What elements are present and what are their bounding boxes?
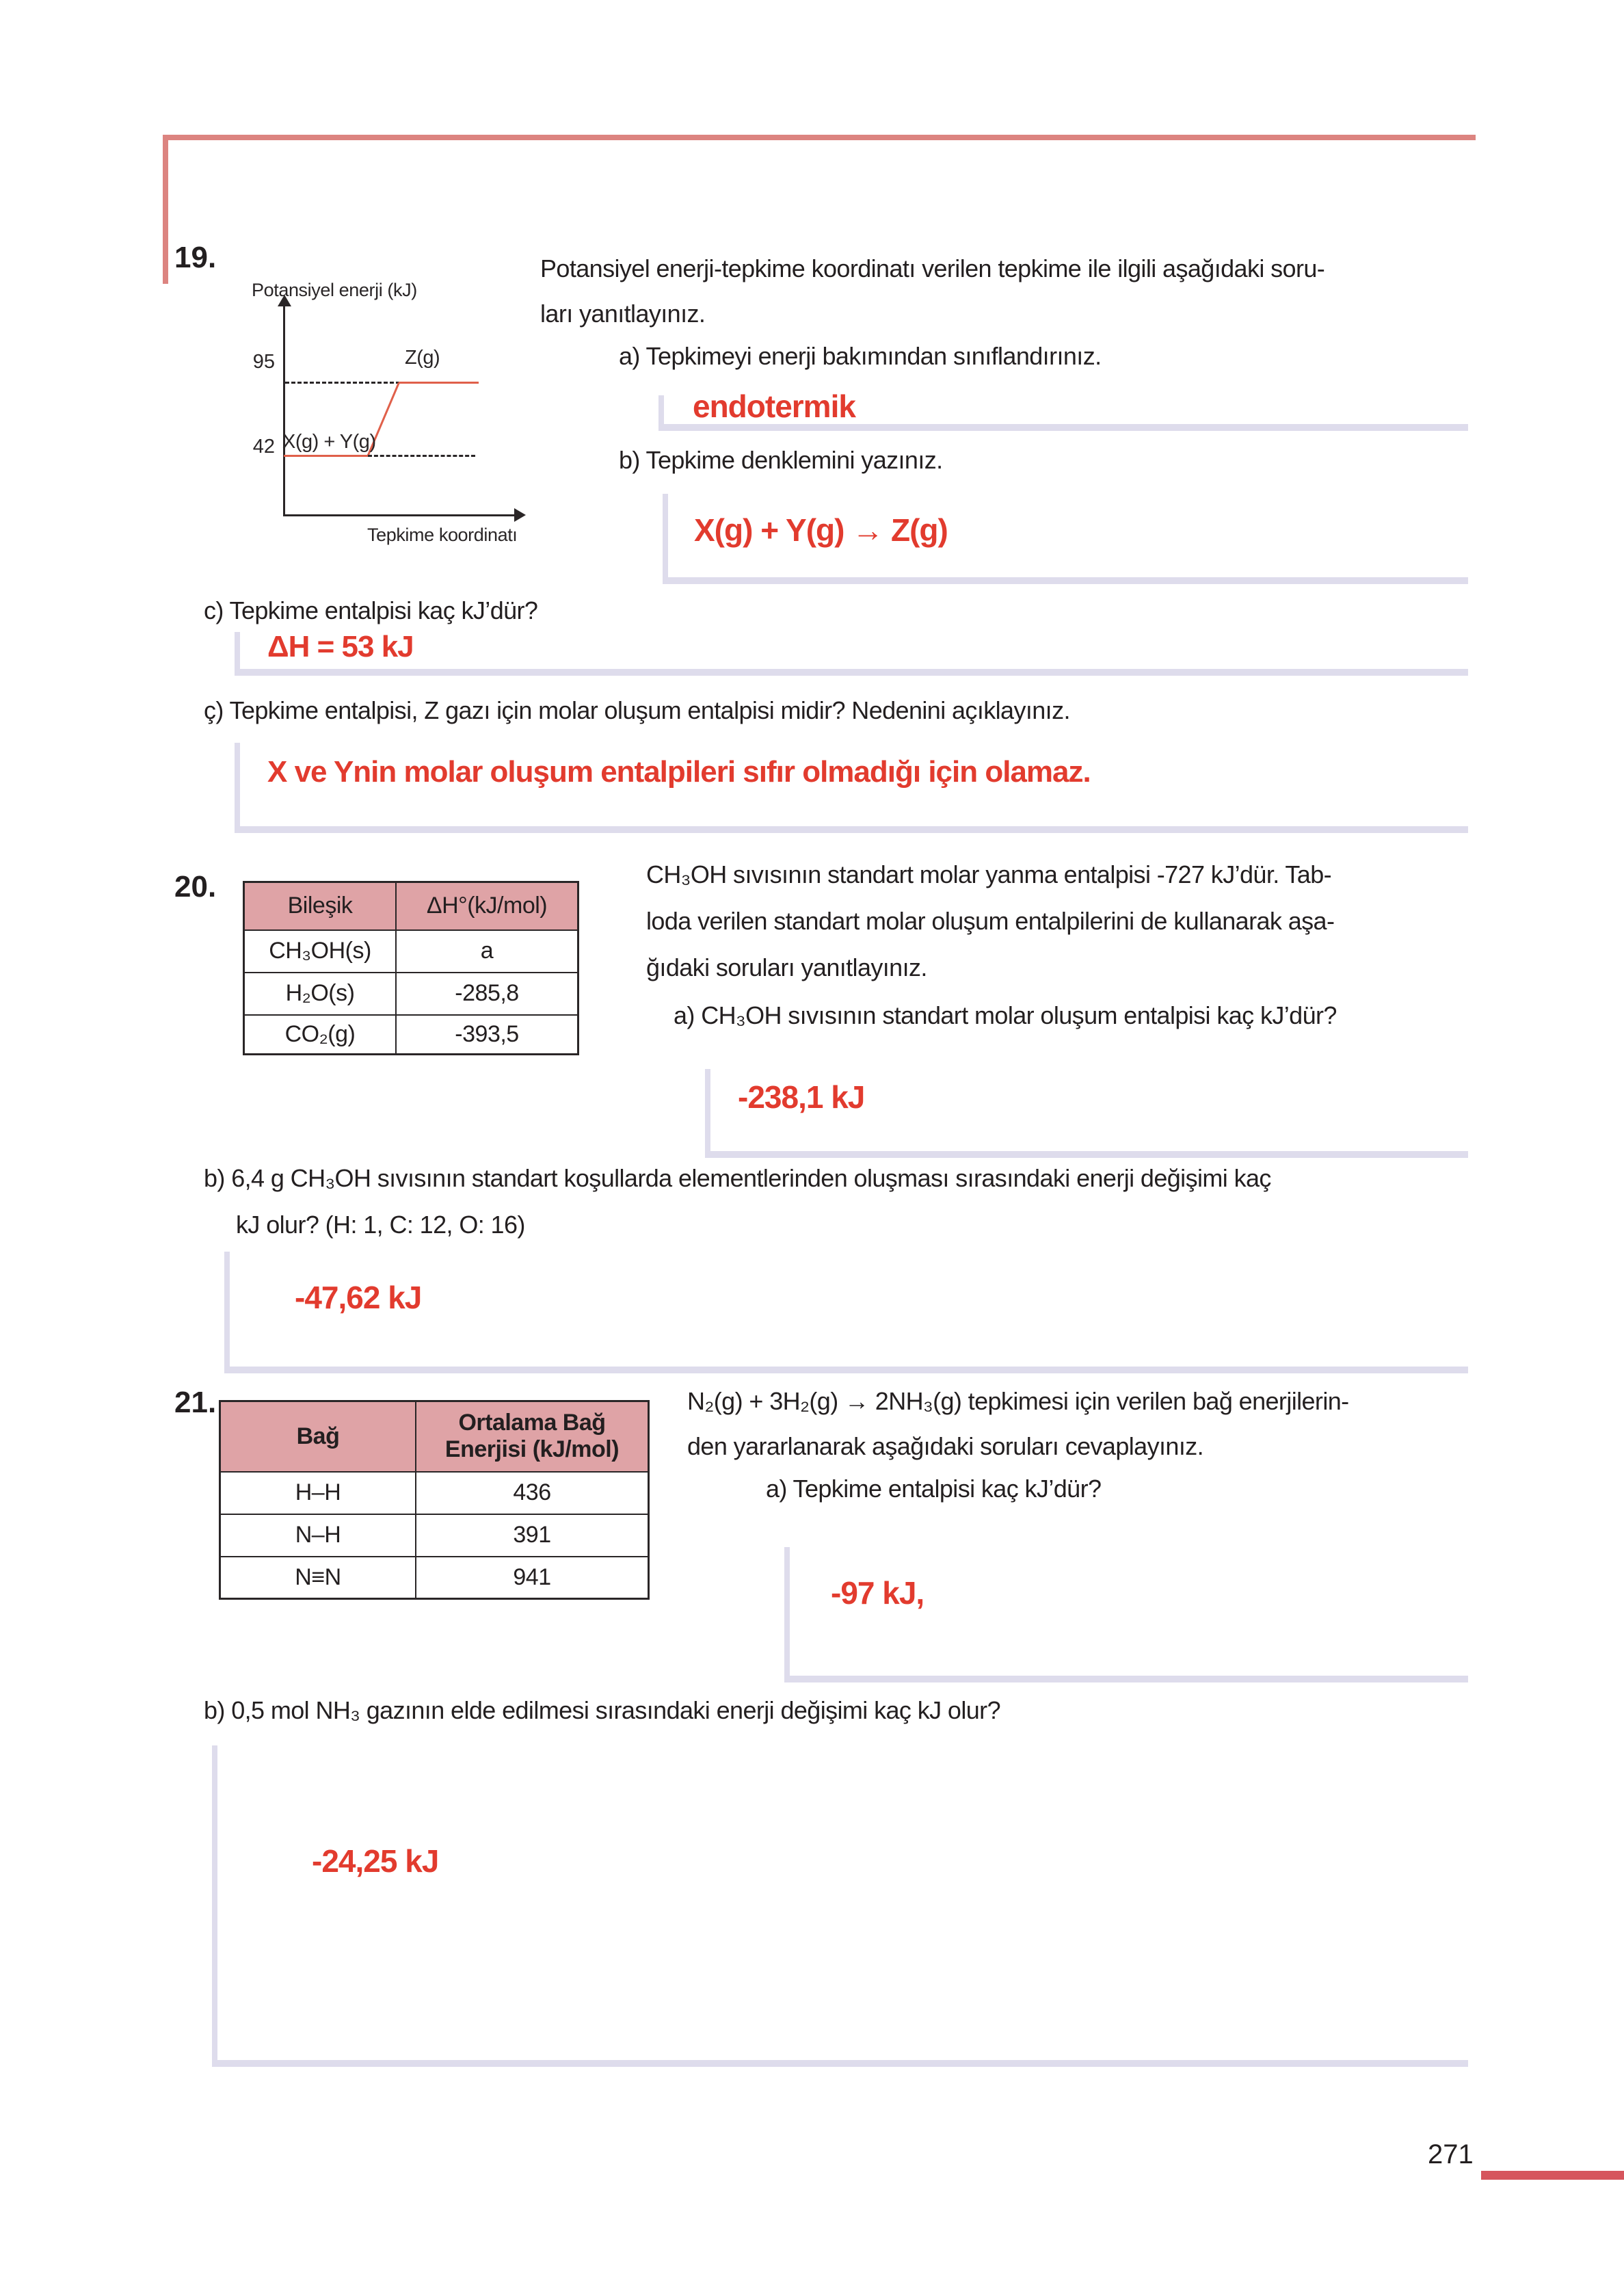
q19-part-b: b) Tepkime denklemini yazınız. bbox=[619, 446, 943, 474]
table-cell: a bbox=[396, 930, 578, 973]
table-cell: N≡N bbox=[220, 1557, 416, 1599]
q19-part-c2: ç) Tepkime entalpisi, Z gazı için molar oluşum entalpisi midir? Nedenini açıklayınız. bbox=[204, 696, 1070, 724]
table-cell: H₂O(s) bbox=[244, 973, 397, 1015]
q20-part-b-line2: kJ olur? (H: 1, C: 12, O: 16) bbox=[236, 1211, 525, 1239]
dashed-line-42 bbox=[368, 455, 475, 457]
answer-text-19c2: X ve Ynin molar oluşum entalpileri sıfır olmadığı için olamaz. bbox=[267, 755, 1091, 789]
diagram-tick-42: 42 bbox=[252, 436, 275, 458]
arrow-right-icon bbox=[514, 508, 526, 522]
answer-text-21a: -97 kJ, bbox=[831, 1575, 924, 1611]
product-label: Z(g) bbox=[405, 347, 440, 369]
q19-part-c: c) Tepkime entalpisi kaç kJ’dür? bbox=[204, 596, 538, 624]
q21-part-a: a) Tepkime entalpisi kaç kJ’dür? bbox=[766, 1475, 1102, 1503]
answer-box-20a bbox=[710, 1062, 1474, 1151]
answer-box-19c2 bbox=[240, 736, 1474, 826]
table-header-cell: Bileşik bbox=[244, 882, 397, 930]
table-cell: 941 bbox=[416, 1557, 649, 1599]
table-cell: N–H bbox=[220, 1514, 416, 1557]
table-row bbox=[220, 1514, 649, 1557]
diagram-x-axis bbox=[283, 514, 517, 516]
table-cell: -285,8 bbox=[396, 973, 578, 1015]
table-header-cell: Ortalama Bağ Enerjisi (kJ/mol) bbox=[416, 1401, 649, 1472]
q20-prompt-line3: ğıdaki soruları yanıtlayınız. bbox=[646, 953, 927, 981]
answer-text-19c: ΔH = 53 kJ bbox=[267, 630, 414, 663]
table-row bbox=[244, 930, 578, 973]
answer-box-21a bbox=[790, 1540, 1474, 1676]
footer-red-bar bbox=[1481, 2171, 1624, 2180]
diagram-y-axis bbox=[283, 306, 285, 516]
answer-text-21b: -24,25 kJ bbox=[312, 1843, 439, 1879]
answer-text-19a: endotermik bbox=[693, 388, 855, 424]
table-cell: CH₃OH(s) bbox=[244, 930, 397, 973]
q20-prompt-line1: CH₃OH sıvısının standart molar yanma entalpisi -727 kJ’dür. Tab- bbox=[646, 860, 1332, 888]
answer-box-20b bbox=[230, 1245, 1474, 1367]
question-20-number: 20. bbox=[174, 870, 217, 903]
table-row bbox=[220, 1472, 649, 1514]
dashed-line-95 bbox=[285, 382, 400, 384]
answer-box-21b bbox=[217, 1739, 1474, 2060]
potential-energy-diagram bbox=[232, 270, 561, 554]
answer-box-19c bbox=[240, 625, 1474, 669]
energy-line-products bbox=[399, 382, 479, 384]
diagram-y-axis-label: Potansiyel enerji (kJ) bbox=[252, 280, 417, 300]
reactants-label: X(g) + Y(g) bbox=[282, 431, 376, 453]
arrow-up-icon bbox=[278, 295, 291, 306]
q19-prompt-line1: Potansiyel enerji-tepkime koordinatı verilen tepkime ile ilgili aşağıdaki soru- bbox=[540, 254, 1325, 282]
table-header-cell: ΔH°(kJ/mol) bbox=[396, 882, 578, 930]
q19-prompt-line2: ları yanıtlayınız. bbox=[540, 300, 706, 328]
question-19-number: 19. bbox=[174, 241, 217, 274]
q20-prompt-line2: loda verilen standart molar oluşum entalpilerini de kullanarak aşa- bbox=[646, 907, 1335, 935]
q21-table bbox=[219, 1400, 650, 1600]
q20-table bbox=[243, 881, 579, 1055]
table-row bbox=[220, 1557, 649, 1599]
answer-box-19b bbox=[668, 487, 1474, 577]
diagram-tick-95: 95 bbox=[252, 351, 275, 373]
table-cell: CO₂(g) bbox=[244, 1015, 397, 1055]
answer-text-19b: X(g) + Y(g) → Z(g) bbox=[694, 512, 948, 548]
table-cell: 436 bbox=[416, 1472, 649, 1514]
footer-page-number: 271 bbox=[1428, 2139, 1474, 2169]
table-row bbox=[244, 973, 578, 1015]
q20-part-a: a) CH₃OH sıvısının standart molar oluşum entalpisi kaç kJ’dür? bbox=[674, 1001, 1337, 1029]
q20-part-b-line1: b) 6,4 g CH₃OH sıvısının standart koşullarda elementlerinden oluşması sırasındaki enerji değişimi kaç bbox=[204, 1164, 1271, 1192]
diagram-x-axis-label: Tepkime koordinatı bbox=[367, 525, 518, 545]
q19-part-a: a) Tepkimeyi enerji bakımından sınıflandırınız. bbox=[619, 342, 1102, 370]
table-cell: H–H bbox=[220, 1472, 416, 1514]
q21-part-b: b) 0,5 mol NH₃ gazının elde edilmesi sırasındaki enerji değişimi kaç kJ olur? bbox=[204, 1696, 1000, 1724]
question-21-number: 21. bbox=[174, 1386, 217, 1419]
q21-prompt-line1: N₂(g) + 3H₂(g) → 2NH₃(g) tepkimesi için verilen bağ enerjilerin- bbox=[687, 1387, 1349, 1415]
table-cell: -393,5 bbox=[396, 1015, 578, 1055]
table-header-cell: Bağ bbox=[220, 1401, 416, 1472]
q21-prompt-line2: den yararlanarak aşağıdaki soruları cevaplayınız. bbox=[687, 1432, 1204, 1460]
answer-text-20a: -238,1 kJ bbox=[738, 1079, 865, 1115]
answer-text-20b: -47,62 kJ bbox=[295, 1280, 422, 1315]
table-row bbox=[244, 1015, 578, 1055]
table-cell: 391 bbox=[416, 1514, 649, 1557]
answer-box-19a bbox=[664, 388, 1474, 424]
energy-line-reactants bbox=[284, 455, 369, 457]
